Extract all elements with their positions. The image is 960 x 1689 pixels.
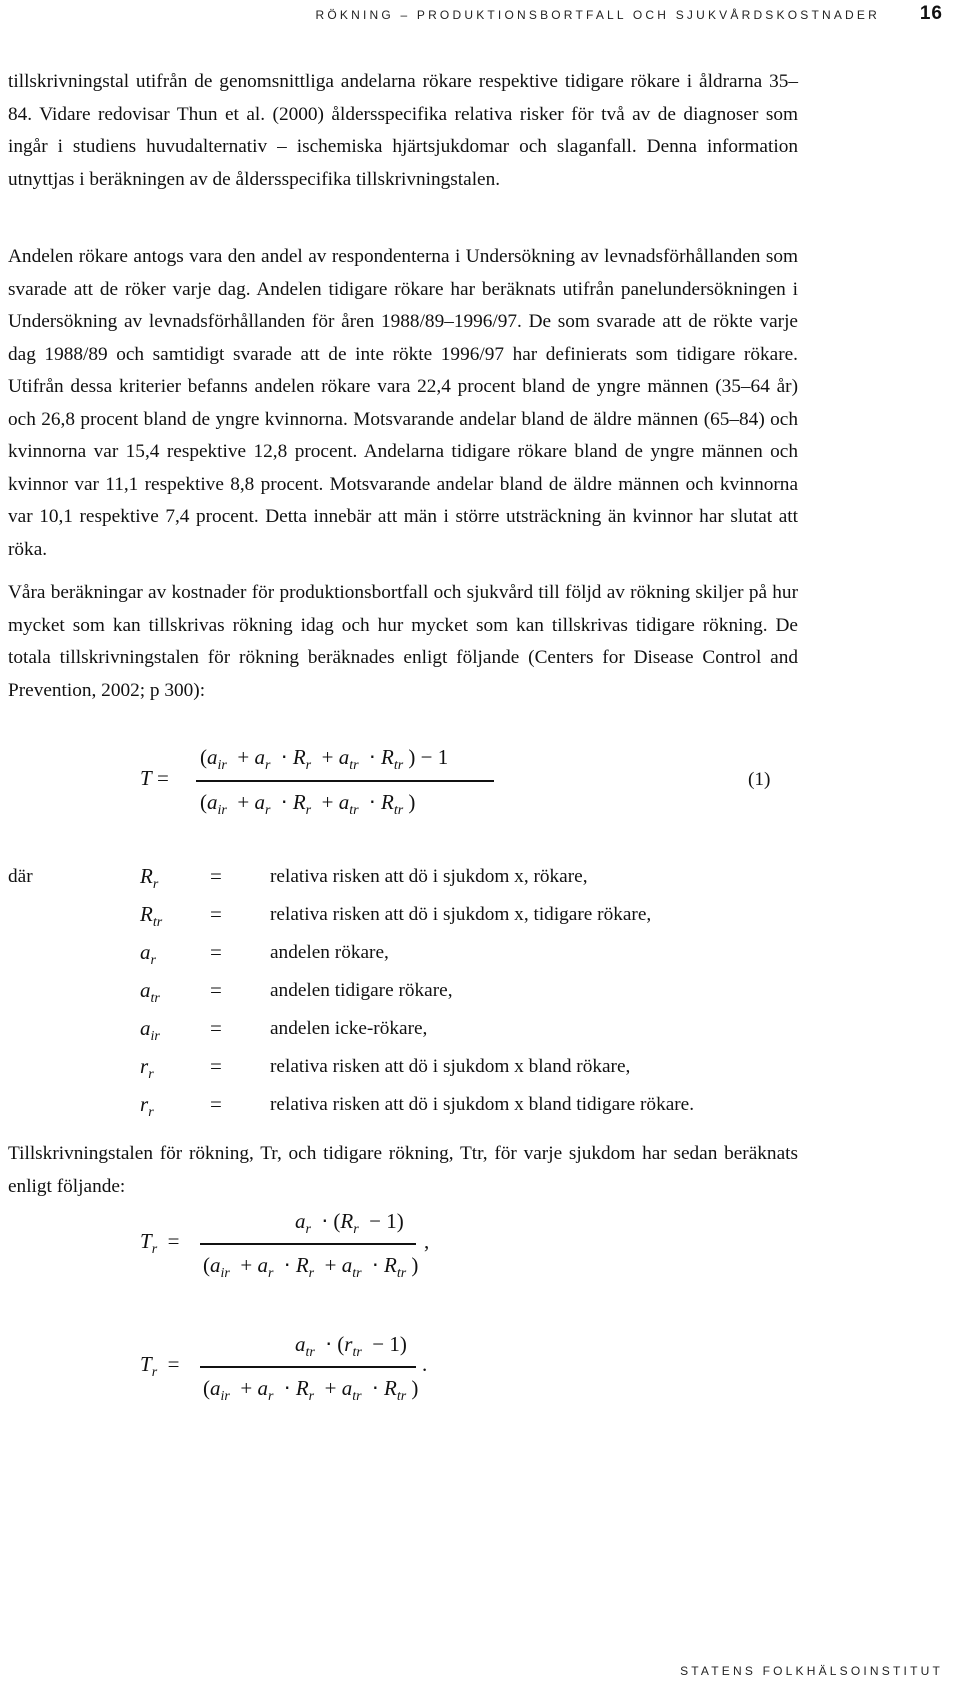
definition-text: andelen rökare,: [270, 942, 389, 963]
definition-symbol: $r_r$: [140, 1092, 154, 1120]
definition-symbol: $r_r$: [140, 1054, 154, 1082]
paragraph-1: tillskrivningstal utifrån de genomsnittliga andelarna rökare respektive tidigare rökare i åldrarna 35–84. Vidare redovisar Thun et al. (2000) åldersspecifika relativa risker för två av de diagnoser som ingår i studiens huvudalternativ – ischemiska hjärtsjukdomar och slaganfall. Denna information utnyttjas i beräkningen av de åldersspecifika tillskrivningstalen.: [8, 71, 798, 190]
definition-text: relativa risken att dö i sjukdom x bland rökare,: [270, 1056, 631, 1077]
equals-sign: =: [210, 864, 222, 888]
equation-2-numerator: $a_r \cdot (R_r - 1)$: [295, 1209, 404, 1237]
equation-2-fraction-bar: [200, 1243, 416, 1245]
paragraph-2: Andelen rökare antogs vara den andel av respondenterna i Undersökning av levnadsförhållanden som svarade att de röker varje dag. Andelen tidigare rökare har beräknats utifrån panelundersökningen i Undersökning av levnadsförhållanden för åren 1988/89–1996/97. De som svarade att de rökte varje dag 1988/89 och samtidigt svarade att de inte rökte 1996/97 har definierats som tidigare rökare. Utifrån dessa kriterier befanns andelen rökare vara 22,4 procent bland de yngre männen (35–64 år) och 26,8 procent bland de yngre kvinnorna. Motsvarande andelar bland de äldre männen (65–84) och kvinnorna var 15,4 respektive 12,8 procent. Andelarna tidigare rökare bland de yngre männen och kvinnor var 11,1 respektive 8,8 procent. Motsvarande andelar bland de äldre männen och kvinnorna var 10,1 respektive 7,4 procent. Detta innebär att män i större utsträckning än kvinnor har slutat att röka.: [8, 246, 798, 560]
equals-sign: =: [210, 1016, 222, 1040]
definition-row: [0, 980, 960, 1018]
page-number: 16: [919, 3, 943, 24]
definition-symbol: $a_{ir}$: [140, 1016, 160, 1044]
equation-1-fraction-bar: [196, 780, 494, 782]
equation-3-denominator: ($a_{ir} + a_r \cdot R_r + a_{tr} \cdot R_{tr}$ ): [203, 1376, 419, 1404]
footer-institution: STATENS FOLKHÄLSOINSTITUT: [680, 1664, 943, 1678]
equals-sign: =: [210, 1092, 222, 1116]
equals-sign: =: [210, 940, 222, 964]
definitions-intro: där: [8, 866, 33, 887]
equals-sign: =: [210, 1054, 222, 1078]
definition-text: relativa risken att dö i sjukdom x, rökare,: [270, 866, 588, 887]
equation-3-lhs: $T_r$ =: [140, 1352, 180, 1380]
definition-row: [0, 904, 960, 942]
equation-1-lhs: T =: [140, 766, 169, 790]
equation-2-punctuation: ,: [424, 1229, 430, 1253]
definition-row: [0, 1056, 960, 1094]
equation-3-punctuation: .: [422, 1352, 428, 1376]
definition-row: [0, 1094, 960, 1132]
equals-sign: =: [210, 978, 222, 1002]
page-header: [0, 4, 960, 34]
definition-row: [0, 866, 960, 904]
definition-symbol: $R_{tr}$: [140, 902, 163, 930]
equation-1-denominator: ($a_{ir} + a_r \cdot R_r + a_{tr} \cdot R_{tr}$ ): [200, 790, 416, 818]
definition-text: andelen tidigare rökare,: [270, 980, 453, 1001]
running-title: RÖKNING – PRODUKTIONSBORTFALL OCH SJUKVÅRDSKOSTNADER: [315, 8, 880, 22]
equation-2-lhs: $T_r$ =: [140, 1229, 180, 1257]
equation-2-denominator: ($a_{ir} + a_r \cdot R_r + a_{tr} \cdot R_{tr}$ ): [203, 1253, 419, 1281]
equation-number: (1): [748, 769, 771, 790]
definition-text: relativa risken att dö i sjukdom x bland tidigare rökare.: [270, 1094, 695, 1115]
definition-symbol: $R_r$: [140, 864, 159, 892]
equation-3-fraction-bar: [200, 1366, 416, 1368]
definition-row: [0, 1018, 960, 1056]
definition-symbol: $a_r$: [140, 940, 156, 968]
equation-1-numerator: ($a_{ir} + a_r \cdot R_r + a_{tr} \cdot R_{tr}$ ) − 1: [200, 745, 449, 773]
equals-sign: =: [210, 902, 222, 926]
definition-text: andelen icke-rökare,: [270, 1018, 428, 1039]
paragraph-4: Tillskrivningstalen för rökning, Tr, och tidigare rökning, Ttr, för varje sjukdom har sedan beräknats enligt följande:: [8, 1143, 798, 1197]
definition-symbol: $a_{tr}$: [140, 978, 160, 1006]
definition-row: [0, 942, 960, 980]
definition-text: relativa risken att dö i sjukdom x, tidigare rökare,: [270, 904, 652, 925]
equation-3-numerator: $a_{tr} \cdot (r_{tr} - 1)$: [295, 1332, 407, 1360]
paragraph-3: Våra beräkningar av kostnader för produktionsbortfall och sjukvård till följd av rökning skiljer på hur mycket som kan tillskrivas rökning idag och hur mycket som kan tillskrivas tidigare rökning. De totala tillskrivningstalen för rökning beräknades enligt följande (Centers for Disease Control and Prevention, 2002; p 300):: [8, 582, 798, 701]
